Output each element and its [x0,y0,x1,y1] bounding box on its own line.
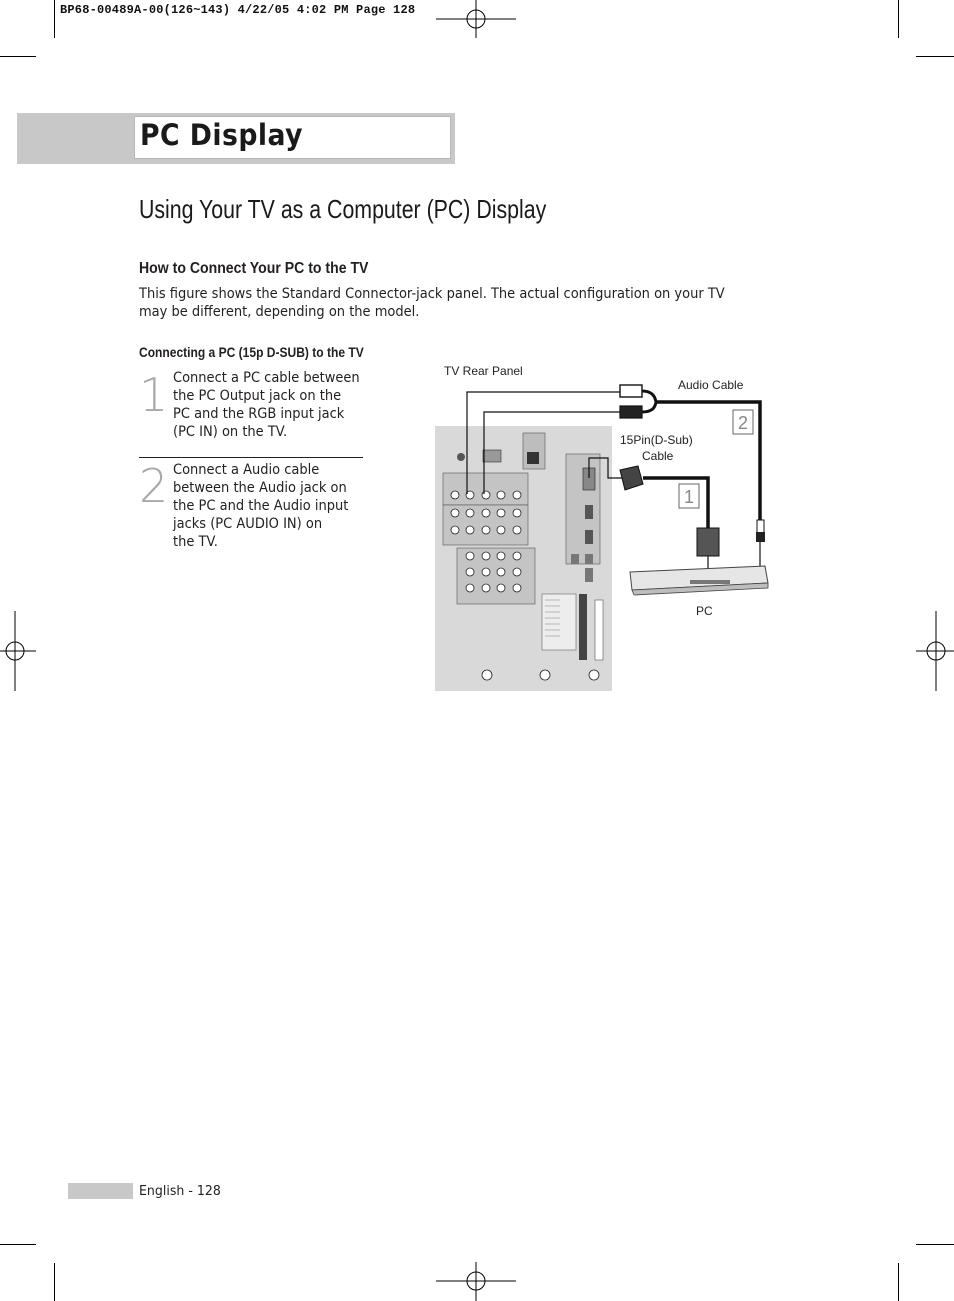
intro-paragraph [139,285,734,321]
step-text: Connect a PC cable between the PC Output jack on the PC and the RGB input jack (PC IN) on the TV. [173,370,360,440]
intro-text: This figure shows the Standard Connector-jack panel. The actual configuration on your TV may be different, depending on the model. [139,286,725,320]
dsub-cable-label-line2: Cable [642,449,674,463]
callout-2-number: 2 [737,413,749,433]
tv-rear-panel-label: TV Rear Panel [444,364,523,378]
callout-1 [679,484,699,508]
audio-cable-label: Audio Cable [678,378,744,392]
connection-diagram [420,355,780,695]
step-number: 2 [139,459,169,513]
how-to-heading: How to Connect Your PC to the TV [139,260,369,277]
pc-illustration [630,566,768,595]
dsub-cable-label: 15Pin(D-Sub) [620,433,693,447]
step-text: Connect a Audio cable between the Audio jack on the PC and the Audio input jacks (PC AUDIO IN) on the TV. [173,462,349,550]
dsub-cable-illustration [620,466,719,585]
print-header: BP68-00489A-00(126~143) 4/22/05 4:02 PM Page 128 [60,3,416,17]
procedure-heading: Connecting a PC (15p D-SUB) to the TV [139,344,364,360]
pc-label: PC [696,604,713,618]
callout-1-number: 1 [683,487,695,507]
step-divider [139,457,363,458]
step-number: 1 [139,368,169,422]
callout-2 [733,410,753,434]
tv-rear-panel-illustration [435,426,612,691]
footer-bar [68,1183,133,1199]
page-number: English - 128 [139,1183,221,1199]
section-title: PC Display [140,118,304,152]
page-title: Using Your TV as a Computer (PC) Display [139,194,547,224]
